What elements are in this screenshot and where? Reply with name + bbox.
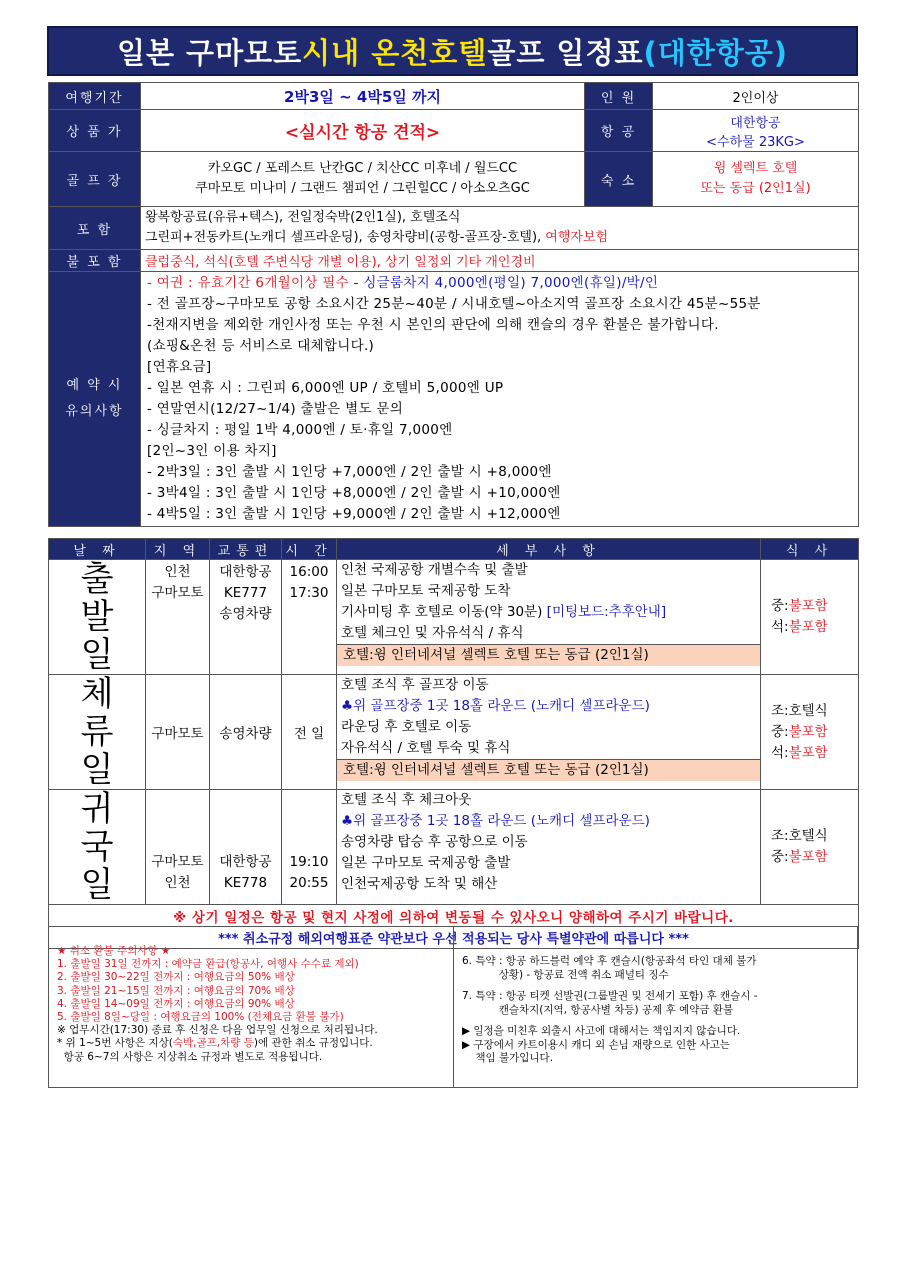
transport-line: KE778 xyxy=(223,875,268,891)
cancel-policy-notice: *** 취소규정 해외여행표준 약관보다 우선 적용되는 당사 특별약관에 따릅니다 *** xyxy=(49,927,859,949)
day2-time: 전 일 xyxy=(282,675,337,790)
notes-value xyxy=(141,272,859,527)
day-char: 일 xyxy=(80,750,114,790)
people-label: 인 원 xyxy=(585,83,653,110)
meal-key: 중: xyxy=(771,723,789,740)
note-line: [연휴요금] xyxy=(147,359,212,375)
incl-label: 포 함 xyxy=(49,207,141,250)
cancellation-rules xyxy=(49,927,454,1087)
day-char: 국 xyxy=(80,827,114,867)
day2-row xyxy=(49,675,859,790)
day3-meals xyxy=(761,790,859,905)
special-terms xyxy=(454,927,857,1087)
golf-line: 카오GC / 포레스트 난칸GC / 치산CC 미후네 / 월드CC xyxy=(207,161,518,176)
notes-label-line: 예 약 시 xyxy=(66,378,123,393)
price-value: <실시간 항공 견적> xyxy=(141,110,585,152)
info-table xyxy=(48,82,859,527)
detail-line: 라운딩 후 호텔로 이동 xyxy=(341,719,472,735)
meal-key: 석: xyxy=(771,619,789,635)
special-term-line: 상황) - 항공료 전액 취소 패널티 징수 xyxy=(462,968,669,981)
detail-line: 인천 국제공항 개별수속 및 출발 xyxy=(341,562,528,578)
day1-details xyxy=(337,560,761,675)
day-char: 일 xyxy=(80,865,114,905)
meal-key: 조: xyxy=(771,702,789,719)
transport-line: 대한항공 xyxy=(219,564,272,580)
air-line: <수하물 23KG> xyxy=(706,134,805,150)
title-airline: (대한항공) xyxy=(643,35,789,70)
time-line: 17:30 xyxy=(289,585,329,601)
time-line: 19:10 xyxy=(289,854,329,870)
note-line: - 연말연시(12/27~1/4) 출발은 별도 문의 xyxy=(147,401,404,417)
detail-line: 자유석식 / 호텔 투숙 및 휴식 xyxy=(341,740,511,756)
note-line: (쇼핑&온천 등 서비스로 대체합니다.) xyxy=(147,338,375,354)
header-meals: 식 사 xyxy=(761,539,859,560)
day3-row xyxy=(49,790,859,905)
meal-value: 불포함 xyxy=(788,744,828,761)
notes-label-line: 유의사항 xyxy=(65,404,124,419)
golf-round-line: ♣위 골프장중 1곳 18홀 라운드 (노캐디 셀프라운드) xyxy=(341,813,650,829)
cancellation-rule: 3. 출발일 21~15일 전까지 : 여행요금의 70% 배상 xyxy=(57,984,295,997)
cancellation-note: ※ 업무시간(17:30) 종료 후 신청은 다음 업무일 신청으로 처리됩니다. xyxy=(57,1024,378,1037)
note-line: - 2박3일 : 3인 출발 시 1인당 +7,000엔 / 2인 출발 시 +8,000엔 xyxy=(147,464,552,480)
meal-value: 호텔식 xyxy=(788,702,828,719)
day1-time xyxy=(282,560,337,675)
note-line: - 일본 연휴 시 : 그린피 6,000엔 UP / 호텔비 5,000엔 UP xyxy=(147,380,504,396)
day1-label xyxy=(49,560,146,675)
notes-label xyxy=(49,272,141,527)
day3-label xyxy=(49,790,146,905)
note-line: - 전 골프장~구마모토 공항 소요시간 25분~40분 / 시내호텔~아소지역 골프장 소요시간 45분~55분 xyxy=(147,296,761,312)
day3-time xyxy=(282,790,337,905)
incl-line: 그린피+전동카트(노캐디 셀프라운딩), 송영차량비(공항-골프장-호텔), xyxy=(145,230,546,245)
special-term-line: 6. 특약 : 항공 하드블럭 예약 후 캔슬시(항공좌석 타인 대체 불가 xyxy=(462,955,757,967)
special-term-line: 책임 불가입니다. xyxy=(462,1052,554,1064)
meal-key: 석: xyxy=(771,744,789,761)
transport-line: 송영차량 xyxy=(219,606,272,622)
note-single: - 싱글룸차지 4,000엔(평일) 7,000엔(휴일)/박/인 xyxy=(348,275,659,291)
golf-label: 골 프 장 xyxy=(49,152,141,207)
meal-key: 중: xyxy=(771,598,789,614)
detail-line: 인천국제공항 도착 및 해산 xyxy=(341,876,498,892)
day-char: 귀 xyxy=(80,789,114,829)
period-label: 여행기간 xyxy=(49,83,141,110)
people-value: 2인이상 xyxy=(653,83,859,110)
region-line: 구마모토 xyxy=(151,854,204,870)
page-title xyxy=(47,26,858,76)
hotel-value xyxy=(653,152,859,207)
cancellation-box xyxy=(48,926,858,1088)
hotel-highlight: 호텔:윙 인터네셔널 셀렉트 호텔 또는 동급 (2인1실) xyxy=(337,759,760,781)
header-time: 시 간 xyxy=(282,539,337,560)
title-part: 골프 일정표 xyxy=(487,35,644,70)
meal-key: 조: xyxy=(771,828,789,844)
excl-label: 불 포 함 xyxy=(49,250,141,272)
hotel-label: 숙 소 xyxy=(585,152,653,207)
special-term-line: 7. 특약 : 항공 티켓 선발권(그룹발권 및 전세기 포함) 후 캔슬시 - xyxy=(462,990,758,1002)
period-value: 2박3일 ~ 4박5일 까지 xyxy=(141,83,585,110)
cancellation-note: * 위 1~5번 사항은 지상( xyxy=(57,1037,173,1050)
golf-round-line: ♣위 골프장중 1곳 18홀 라운드 (노캐디 셀프라운드) xyxy=(341,698,650,714)
cancellation-title: ★ 취소 환불 주의사항 ★ xyxy=(57,945,171,957)
cancellation-note: 항공 6~7의 사항은 지상취소 규정과 별도로 적용됩니다. xyxy=(57,1050,323,1063)
header-details: 세 부 사 항 xyxy=(337,539,761,560)
day-char: 일 xyxy=(80,635,114,675)
cancellation-rule: 5. 출발일 8일~당일 : 여행요금의 100% (전체요금 환불 불가) xyxy=(57,1011,344,1024)
cancellation-rule: 4. 출발일 14~09일 전까지 : 여행요금의 90% 배상 xyxy=(57,997,295,1010)
meal-value: 불포함 xyxy=(788,723,828,740)
detail-line: 호텔 조식 후 체크아웃 xyxy=(341,792,472,808)
day-char: 류 xyxy=(80,712,114,752)
hotel-highlight: 호텔:윙 인터네셔널 셀렉트 호텔 또는 동급 (2인1실) xyxy=(337,644,760,666)
day-char: 출 xyxy=(80,559,114,599)
detail-line: 기사미팅 후 호텔로 이동(약 30분) xyxy=(341,604,547,620)
detail-line: 송영차량 탑승 후 공항으로 이동 xyxy=(341,834,528,850)
day3-transport xyxy=(210,790,282,905)
day1-transport xyxy=(210,560,282,675)
day2-region: 구마모토 xyxy=(146,675,210,790)
transport-line: 대한항공 xyxy=(219,854,272,870)
incl-insurance: 여행자보험 xyxy=(545,230,609,245)
special-term-line: ▶ 구장에서 카트이용시 캐디 외 손님 재량으로 인한 사고는 xyxy=(462,1038,731,1051)
note-line: - 3박4일 : 3인 출발 시 1인당 +8,000엔 / 2인 출발 시 +10,000엔 xyxy=(147,485,561,501)
price-label: 상 품 가 xyxy=(49,110,141,152)
time-line: 16:00 xyxy=(289,564,329,580)
meal-value: 불포함 xyxy=(788,849,828,865)
detail-line: 일본 구마모토 국제공항 도착 xyxy=(341,583,511,599)
cancellation-rule: 1. 출발일 31일 전까지 : 예약금 환급(항공사, 여행사 수수료 제외) xyxy=(57,958,359,971)
day2-transport: 송영차량 xyxy=(210,675,282,790)
schedule-table xyxy=(48,538,859,949)
incl-value xyxy=(141,207,859,250)
golf-line: 쿠마모토 미나미 / 그랜드 챔피언 / 그린힐CC / 아소오츠GC xyxy=(195,181,530,196)
hotel-line: 윙 셀렉트 호텔 xyxy=(713,161,798,176)
header-date: 날 짜 xyxy=(49,539,146,560)
header-region: 지 역 xyxy=(146,539,210,560)
title-part: 일본 구마모토 xyxy=(116,35,303,70)
meal-value: 호텔식 xyxy=(788,828,828,844)
note-line: -천재지변을 제외한 개인사정 또는 우천 시 본인의 판단에 의해 캔슬의 경우 환불은 불가합니다. xyxy=(147,317,719,333)
cancellation-note-highlight: 숙박,골프,차량 등 xyxy=(172,1037,254,1050)
day2-meals xyxy=(761,675,859,790)
transport-line: KE777 xyxy=(223,585,268,601)
meeting-board-note: [미팅보드:추후안내] xyxy=(546,604,667,620)
region-line: 인천 xyxy=(164,564,191,580)
cancellation-note: )에 관한 취소 규정입니다. xyxy=(253,1037,373,1050)
day3-details xyxy=(337,790,761,905)
note-line: - 싱글차지 : 평일 1박 4,000엔 / 토·휴일 7,000엔 xyxy=(147,422,453,438)
incl-line: 왕복항공료(유류+텍스), 전일정숙박(2인1실), 호텔조식 xyxy=(145,210,461,225)
detail-line: 호텔 조식 후 골프장 이동 xyxy=(341,677,489,693)
day2-details xyxy=(337,675,761,790)
meal-value: 불포함 xyxy=(788,598,828,614)
cancellation-rule: 2. 출발일 30~22일 전까지 : 여행요금의 50% 배상 xyxy=(57,971,295,984)
excl-value: 클럽중식, 석식(호텔 주변식당 개별 이용), 상기 일정외 기타 개인경비 xyxy=(141,250,859,272)
day3-region xyxy=(146,790,210,905)
air-label: 항 공 xyxy=(585,110,653,152)
note-passport: - 여권 : 유효기간 6개월이상 필수 xyxy=(147,275,349,291)
note-line: [2인~3인 이용 차지] xyxy=(147,443,277,459)
detail-line: 호텔 체크인 및 자유석식 / 휴식 xyxy=(341,625,524,641)
air-value xyxy=(653,110,859,152)
meal-value: 불포함 xyxy=(788,619,828,635)
day2-label xyxy=(49,675,146,790)
special-term-line: 캔슬차지(지역, 항공사별 차등) 공제 후 예약금 환불 xyxy=(462,1003,734,1016)
header-transport: 교통편 xyxy=(210,539,282,560)
region-line: 구마모토 xyxy=(151,585,204,601)
region-line: 인천 xyxy=(164,875,191,891)
day-char: 체 xyxy=(80,674,114,714)
detail-line: 일본 구마모토 국제공항 출발 xyxy=(341,855,511,871)
golf-value xyxy=(141,152,585,207)
schedule-change-notice: ※ 상기 일정은 항공 및 현지 사정에 의하여 변동될 수 있사오니 양해하여 주시기 바랍니다. xyxy=(49,905,859,927)
day1-row xyxy=(49,560,859,675)
meal-key: 중: xyxy=(771,849,789,865)
time-line: 20:55 xyxy=(289,875,329,891)
title-highlight: 시내 온천호텔 xyxy=(302,35,488,70)
day1-region xyxy=(146,560,210,675)
hotel-line: 또는 동급 (2인1실) xyxy=(700,181,811,196)
note-line: - 4박5일 : 3인 출발 시 1인당 +9,000엔 / 2인 출발 시 +12,000엔 xyxy=(147,506,561,522)
special-term-line: ▶ 일정을 미친후 외출시 사고에 대해서는 책임지지 않습니다. xyxy=(462,1025,741,1037)
day1-meals xyxy=(761,560,859,675)
day-char: 발 xyxy=(80,597,114,637)
air-line: 대한항공 xyxy=(730,115,781,131)
